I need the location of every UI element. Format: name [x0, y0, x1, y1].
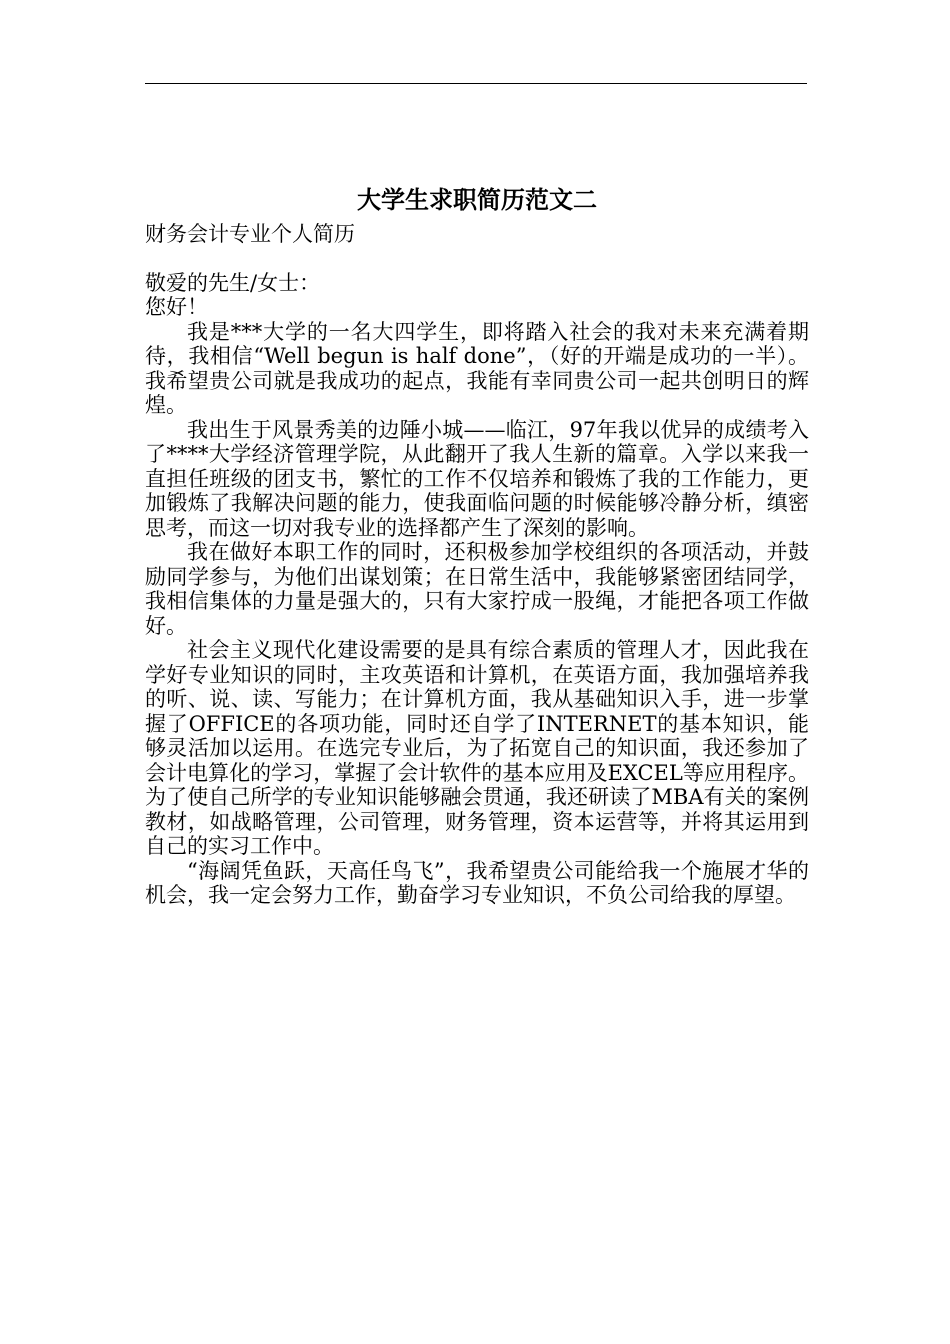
- paragraph-skills: 社会主义现代化建设需要的是具有综合素质的管理人才，因此我在学好专业知识的同时，主攻英语和计算机，在英语方面，我加强培养我的听、说、读、写能力；在计算机方面，我从基础知识入手，进一步掌握了OFFICE的各项功能，同时还自学了INTERNET的基本知识，能够灵活加以运用。在选完专业后，为了拓宽自己的知识面，我还参加了会计电算化的学习，掌握了会计软件的基本应用及EXCEL等应用程序。为了使自己所学的专业知识能够融会贯通，我还研读了MBA有关的案例教材，如战略管理，公司管理，财务管理，资本运营等，并将其运用到自己的实习工作中。: [145, 638, 809, 858]
- greeting: 您好！: [145, 295, 208, 319]
- salutation: 敬爱的先生/女士：: [145, 270, 321, 295]
- document-body: [145, 182, 809, 908]
- document-subtitle: 财务会计专业个人简历: [145, 222, 355, 246]
- paragraph-intro: 我是***大学的一名大四学生，即将踏入社会的我对未来充满着期待，我相信“Well begun is half done”，（好的开端是成功的一半）。我希望贵公司就是我成功的起点，我能有幸同贵公司一起共创明日的辉煌。: [145, 319, 809, 417]
- document-title: 大学生求职简历范文二: [357, 186, 597, 214]
- paragraph-background: 我出生于风景秀美的边陲小城——临江，97年我以优异的成绩考入了****大学经济管理学院，从此翻开了我人生新的篇章。入学以来我一直担任班级的团支书，繁忙的工作不仅培养和锻炼了我的工作能力，更加锻炼了我解决问题的能力，使我面临问题的时候能够冷静分析，缜密思考，而这一切对我专业的选择都产生了深刻的影响。: [145, 417, 809, 540]
- paragraph-activities: 我在做好本职工作的同时，还积极参加学校组织的各项活动，并鼓励同学参与，为他们出谋划策；在日常生活中，我能够紧密团结同学，我相信集体的力量是强大的，只有大家拧成一股绳，才能把各项工作做好。: [145, 540, 809, 638]
- header-rule: [145, 83, 807, 84]
- paragraph-closing: “海阔凭鱼跃，天高任鸟飞”，我希望贵公司能给我一个施展才华的机会，我一定会努力工作，勤奋学习专业知识，不负公司给我的厚望。: [145, 858, 809, 907]
